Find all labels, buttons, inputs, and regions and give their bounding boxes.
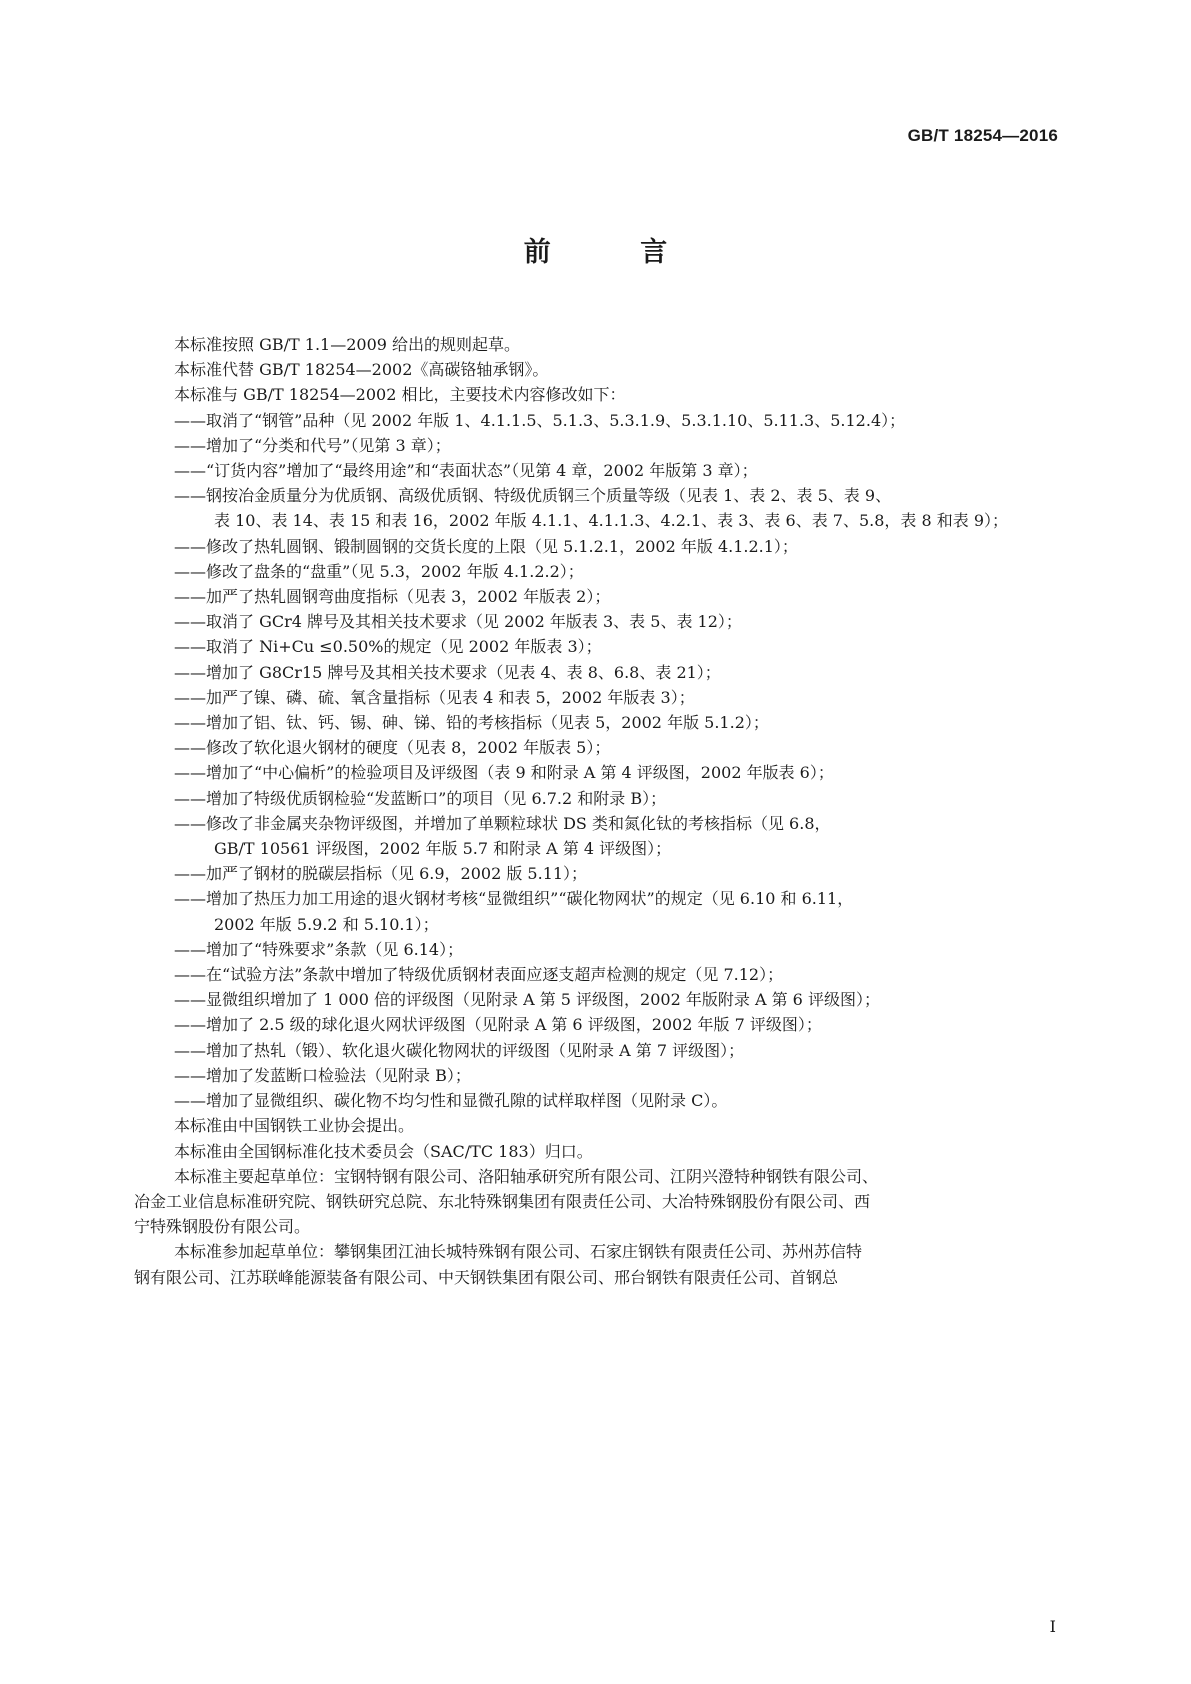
change-item (174, 861, 1064, 886)
change-item (174, 559, 1064, 584)
page-number: I (1049, 1617, 1056, 1636)
change-item-text: ——加严了热轧圆钢弯曲度指标（见表 3，2002 年版表 2）； (174, 587, 611, 607)
change-item-text: ——增加了显微组织、碳化物不均匀性和显微孔隙的试样取样图（见附录 C）。 (174, 1091, 728, 1111)
change-item (174, 962, 1064, 987)
paragraph-line: 本标准由全国钢标准化技术委员会（SAC/TC 183）归口。 (174, 1141, 593, 1161)
change-item (174, 634, 1064, 659)
document-body (134, 332, 1064, 1290)
change-item-text: ——增加了热轧（锻）、软化退火碳化物网状的评级图（见附录 A 第 7 评级图）； (174, 1040, 745, 1060)
change-item-text: ——取消了“钢管”品种（见 2002 年版 1、4.1.1.5、5.1.3、5.3.1.9、5.3.1.10、5.11.3、5.12.4）； (174, 410, 906, 430)
change-item (174, 1063, 1064, 1088)
paragraph-line: 钢有限公司、江苏联峰能源装备有限公司、中天钢铁集团有限公司、邢台钢铁有限责任公司、首钢总 (134, 1267, 839, 1287)
change-item-text: ——增加了“分类和代号”（见第 3 章）； (174, 435, 451, 455)
change-item (174, 1012, 1064, 1037)
change-item-text: ——增加了发蓝断口检验法（见附录 B）； (174, 1065, 471, 1085)
change-item (174, 786, 1064, 811)
change-item (174, 483, 1064, 533)
change-item-continuation: 表 10、表 14、表 15 和表 16，2002 年版 4.1.1、4.1.1.3、4.2.1、表 3、表 6、表 7、5.8，表 8 和表 9）； (214, 511, 1009, 531)
change-item (174, 710, 1064, 735)
change-item (174, 987, 1064, 1012)
standard-code: GB/T 18254—2016 (907, 126, 1058, 145)
closing-paragraph (174, 1113, 1064, 1138)
change-item (174, 937, 1064, 962)
change-item-text: ——加严了钢材的脱碳层指标（见 6.9，2002 版 5.11）； (174, 864, 588, 884)
change-item (174, 660, 1064, 685)
change-item-text: ——加严了镍、磷、硫、氧含量指标（见表 4 和表 5，2002 年版表 3）； (174, 687, 695, 707)
change-item (174, 584, 1064, 609)
change-item (174, 1038, 1064, 1063)
changes-list (174, 408, 1064, 1114)
change-item-text: ——在“试验方法”条款中增加了特级优质钢材表面应逐支超声检测的规定（见 7.12）； (174, 965, 784, 985)
paragraph-line: 本标准参加起草单位：攀钢集团江油长城特殊钢有限公司、石家庄钢铁有限责任公司、苏州苏信特 (174, 1242, 863, 1262)
change-item (174, 811, 1064, 861)
change-item (174, 534, 1064, 559)
change-item-continuation: GB/T 10561 评级图，2002 年版 5.7 和附录 A 第 4 评级图）； (214, 839, 672, 859)
change-item-text: ——增加了特级优质钢检验“发蓝断口”的项目（见 6.7.2 和附录 B）； (174, 788, 667, 808)
change-item (174, 735, 1064, 760)
intro-section (174, 332, 1064, 408)
change-item-text: ——增加了 2.5 级的球化退火网状评级图（见附录 A 第 6 评级图，2002 年版 7 评级图）； (174, 1015, 822, 1035)
change-item (174, 408, 1064, 433)
paragraph-line: 本标准主要起草单位：宝钢特钢有限公司、洛阳轴承研究所有限公司、江阴兴澄特种钢铁有限公司、 (174, 1166, 879, 1186)
closing-paragraph (134, 1239, 1064, 1289)
closing-paragraph (174, 1139, 1064, 1164)
change-item (174, 609, 1064, 634)
paragraph-line: 冶金工业信息标准研究院、钢铁研究总院、东北特殊钢集团有限责任公司、大冶特殊钢股份有限公司、西 (134, 1191, 871, 1211)
change-item-text: ——显微组织增加了 1 000 倍的评级图（见附录 A 第 5 评级图，2002 年版附录 A 第 6 评级图）； (174, 990, 880, 1010)
page-title: 前 言 (523, 237, 708, 268)
change-item-text: ——取消了 Ni+Cu ≤0.50%的规定（见 2002 年版表 3）； (174, 637, 602, 657)
change-item-text: ——增加了“特殊要求”条款（见 6.14）； (174, 939, 464, 959)
change-item-text: ——“订货内容”增加了“最终用途”和“表面状态”（见第 4 章，2002 年版第 3 章）； (174, 461, 758, 481)
change-item (174, 1088, 1064, 1113)
change-item-text: ——增加了 G8Cr15 牌号及其相关技术要求（见表 4、表 8、6.8、表 21）； (174, 662, 721, 682)
change-item-text: ——增加了铝、钛、钙、锡、砷、锑、铅的考核指标（见表 5，2002 年版 5.1.2）； (174, 713, 769, 733)
change-item-text: ——增加了热压力加工用途的退火钢材考核“显微组织”“碳化物网状”的规定（见 6.10 和 6.11， (174, 889, 854, 909)
change-item-text: ——修改了软化退火钢材的硬度（见表 8，2002 年版表 5）； (174, 738, 611, 758)
paragraph-line: 宁特殊钢股份有限公司。 (134, 1217, 311, 1237)
change-item-text: ——增加了“中心偏析”的检验项目及评级图（表 9 和附录 A 第 4 评级图，2002 年版表 6）； (174, 763, 834, 783)
intro-paragraph: 本标准按照 GB/T 1.1—2009 给出的规则起草。 (174, 335, 521, 354)
change-item (174, 433, 1064, 458)
change-item-text: ——修改了盘条的“盘重”（见 5.3，2002 年版 4.1.2.2）； (174, 561, 584, 581)
change-item-text: ——钢按冶金质量分为优质钢、高级优质钢、特级优质钢三个质量等级（见表 1、表 2、表 5、表 9、 (174, 486, 892, 506)
change-item (174, 685, 1064, 710)
change-item (174, 458, 1064, 483)
change-item (174, 760, 1064, 785)
change-item-text: ——修改了热轧圆钢、锻制圆钢的交货长度的上限（见 5.1.2.1，2002 年版 4.1.2.1）； (174, 536, 798, 556)
closing-section (134, 1113, 1064, 1289)
change-item-text: ——修改了非金属夹杂物评级图，并增加了单颗粒球状 DS 类和氮化钛的考核指标（见 6.8， (174, 813, 831, 833)
intro-paragraph: 本标准代替 GB/T 18254—2002《高碳铬轴承钢》。 (174, 360, 549, 380)
change-item (174, 886, 1064, 936)
change-item-continuation: 2002 年版 5.9.2 和 5.10.1）； (214, 914, 439, 934)
intro-paragraph: 本标准与 GB/T 18254—2002 相比，主要技术内容修改如下： (174, 385, 626, 405)
closing-paragraph (134, 1164, 1064, 1240)
change-item-text: ——取消了 GCr4 牌号及其相关技术要求（见 2002 年版表 3、表 5、表 12）； (174, 612, 742, 632)
paragraph-line: 本标准由中国钢铁工业协会提出。 (174, 1116, 415, 1136)
